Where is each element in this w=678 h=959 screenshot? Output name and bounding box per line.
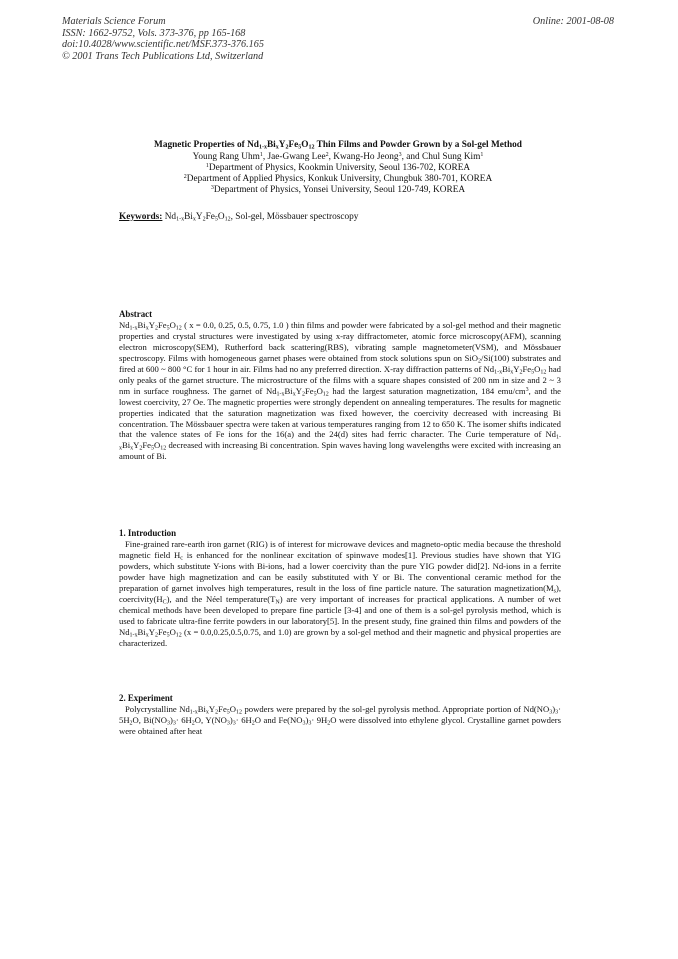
abstract-text: $Nd_{1-x}Bi_xY_2Fe_5O_{12}$ ( x = 0.0, 0.25, 0.5, 0.75, 1.0 ) thin films and powder were fabricated by a sol-gel method and their magnetic properties and crystal structures were investigated by using x-ray diffractometer, atomic force microscopy(AFM), scanning electron microscopy(SEM), Rutherford back scattering(RBS), vibrating sample magnetometer(VSM), and Mössbauer spectroscopy. Films with homogeneous garnet phases were obtained from stock solutions spun on SiO$_2$/Si(100) substrates and fired at 600 ~ 800 °C for 1 hour in air. Films had no any preferred direction. X-ray diffraction patterns of $Nd_{1-x}Bi_xY_2Fe_5O_{12}$ had only peaks of the garnet structure. The microstructure of the films with a square shapes consisted of 200 nm in size and 2 ~ 3 nm in surface roughness. The garnet of $Nd_{1-x}Bi_xY_2Fe_5O_{12}$ had the largest saturation magnetization, 184 emu/$cm^3$, and the lowest coercivity, 27 Oe. The magnetic properties were strongly dependent on annealing temperatures. The results for magnetic properties indicated that the saturation magnetization was fixed however, the coercivity decreased with increasing Bi concentration. The Mössbauer spectra were taken at various temperatures ranging from 12 to 650 K. The isomer shifts indicated that the valence states of Fe ions for the 16(a) and the 24(d) sites had ferric character. The Curie temperature of $Nd_{1-x}Bi_xY_2Fe_5O_{12}$ decreased with increasing Bi concentration. Spin waves having long wavelengths were excited with increasing an amount of Bi. <box>119 319 561 462</box>
affiliation: $^3$Department of Physics, Yonsei University, Seoul 120-749, KOREA <box>210 185 466 195</box>
experiment-text: Polycrystalline $Nd_{1-x}Bi_xY_2Fe_5O_{12}$ powders were prepared by the sol-gel pyrolysis method. Appropriate portion of $Nd(NO_3)_3\cdot 5H_2O$, $Bi(NO_3)_3\cdot 6H_2O$, $Y(NO_3)_3\cdot 6H_2O$ and $Fe(NO_3)_3\cdot 9H_2O$ were dissolved into ethylene glycol. Crystalline garnet powders were obtained after heat <box>119 703 562 736</box>
abstract-heading: Abstract <box>119 309 153 319</box>
experiment-section <box>119 693 561 737</box>
paper-title: Magnetic Properties of $Nd_{1-x}Bi_xY_2Fe_5O_{12}$ Thin Films and Powder Grown by a Sol-gel Method <box>154 140 522 151</box>
abstract-section <box>119 309 561 462</box>
keywords-label: Keywords: <box>119 212 163 222</box>
introduction-section <box>119 528 561 648</box>
online-date: Online: 2001-08-08 <box>532 16 614 27</box>
author-block <box>60 152 616 196</box>
affiliation: $^2$Department of Applied Physics, Konkuk University, Chungbuk 380-701, KOREA <box>183 174 493 184</box>
copyright-line: © 2001 Trans Tech Publications Ltd, Switzerland <box>62 50 264 62</box>
experiment-heading: 2. Experiment <box>119 693 173 703</box>
journal-header <box>62 16 264 62</box>
author-list: Young Rang Uhm$^1$, Jae-Gwang Lee$^2$, Kwang-Ho Jeong$^3$, and Chul Sung Kim$^1$ <box>192 152 484 162</box>
affiliation: $^1$Department of Physics, Kookmin University, Seoul 136-702, KOREA <box>205 163 471 173</box>
issn-line: ISSN: 1662-9752, Vols. 373-376, pp 165-168 <box>62 27 246 39</box>
doi-line: doi:10.4028/www.scientific.net/MSF.373-376.165 <box>62 39 264 51</box>
introduction-heading: 1. Introduction <box>119 528 177 538</box>
journal-name: Materials Science Forum <box>62 16 166 27</box>
introduction-text: Fine-grained rare-earth iron garnet (RIG) is of interest for microwave devices and magneto-optic media because the threshold magnetic field $H_c$ is enhanced for the nonlinear excitation of spinwave modes[1]. Previous studies have shown that YIG powders, which substitute Y-ions with Bi-ions, had a lower coercivity than the pure YIG powder did[2]. Nd-ions in a ferrite powder have high magnetization and can be easily substituted with Y or Bi. The conventional ceramic method for the preparation of garnet involves high temperatures, result in the loss of fine particle nature. The saturation $magnetization(M_s)$, $coercivity(H_C)$, and the Néel $temperature(T_N)$ are very important of increases for practical applications. A number of wet chemical methods have been developed to prepare fine particle [3-4] and one of them is a sol-gel pyrolysis method, which is used to fabricate ultra-fine ferrite powders in our laboratory[5]. In the present study, fine grained thin films and powders of the $Nd_{1-x}Bi_xY_2Fe_5O_{12}$ (x = 0.0,0.25,0.5,0.75, and 1.0) are grown by a sol-gel method and their magnetic and physical properties are characterized. <box>119 538 562 648</box>
keywords: Keywords: $Nd_{1-x}Bi_xY_2Fe_5O_{12}$, Sol-gel, Mössbauer spectroscopy <box>119 212 359 223</box>
